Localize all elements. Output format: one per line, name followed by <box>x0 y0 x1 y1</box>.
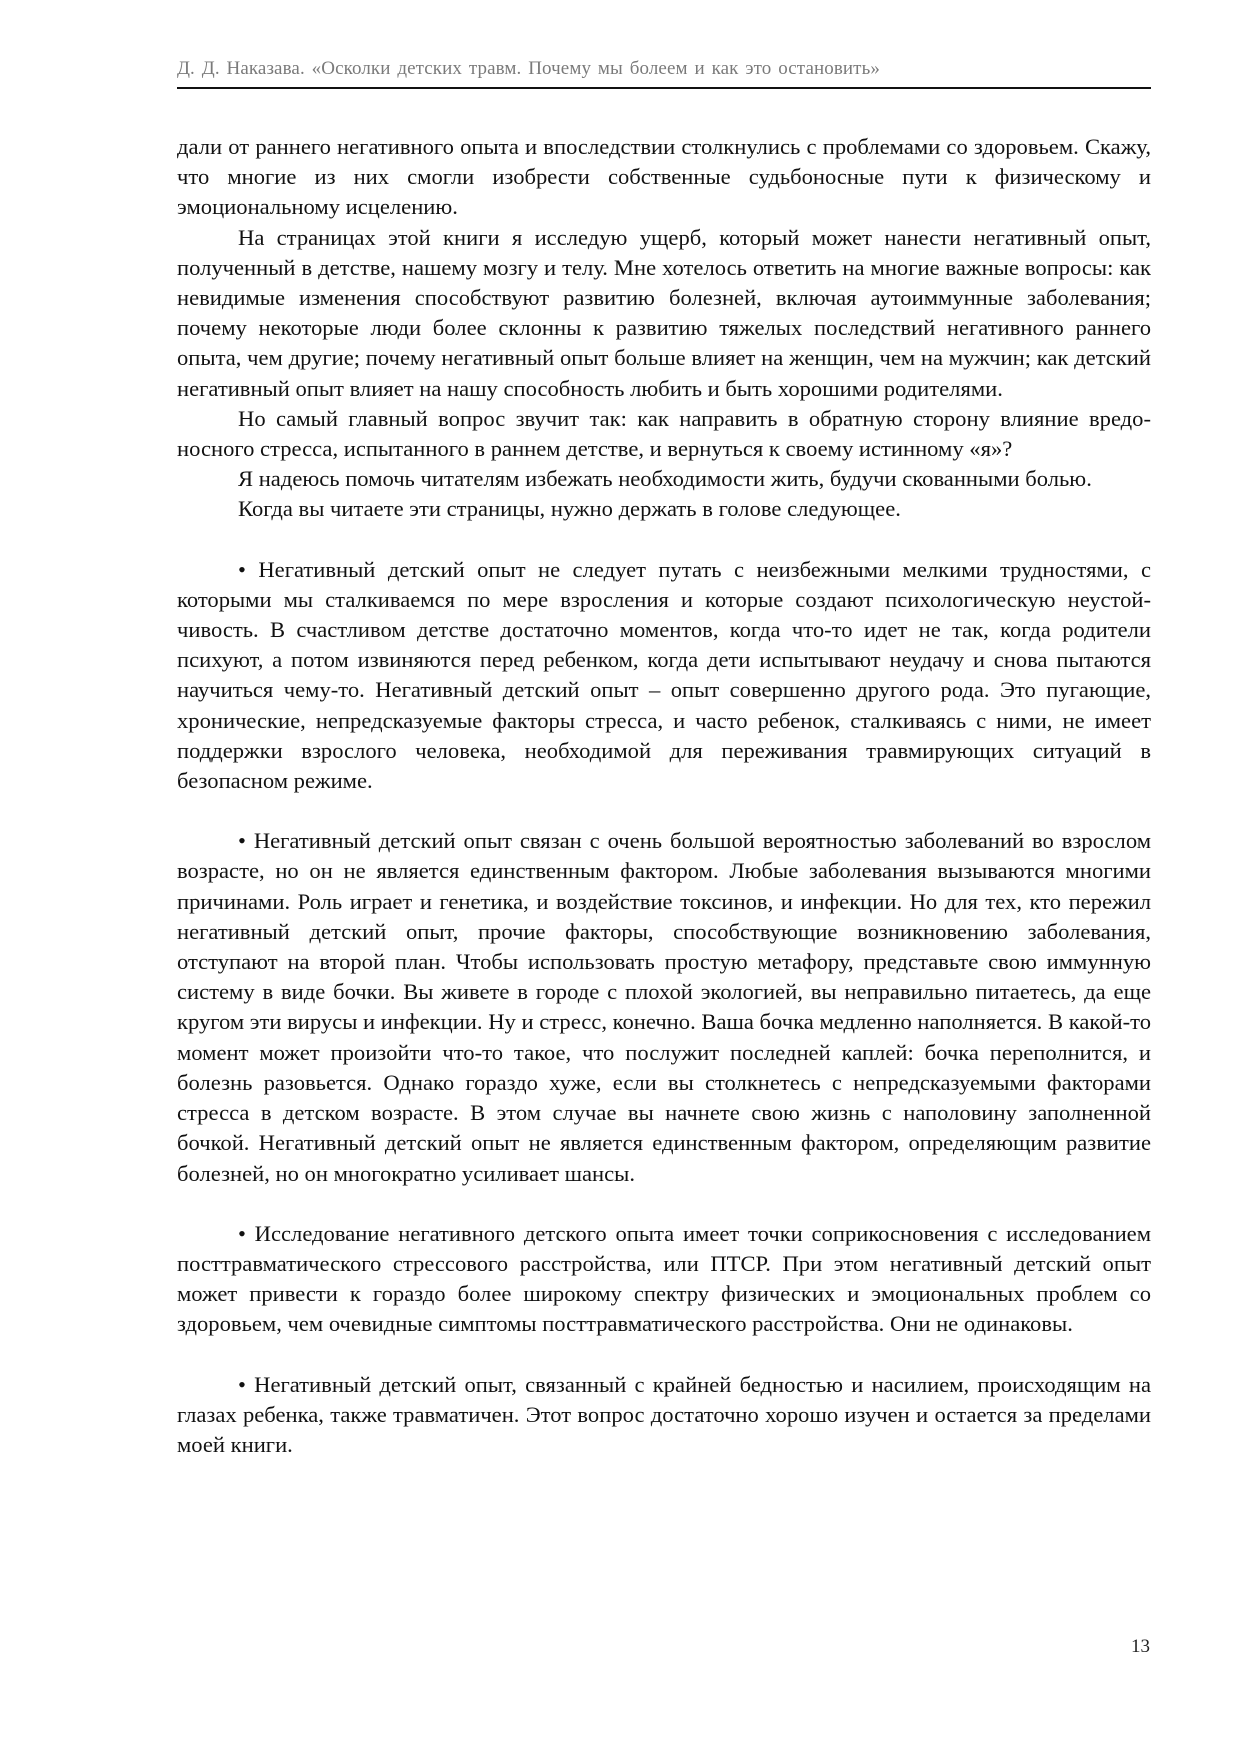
bullet-item: • Негативный детский опыт, связанный с крайней бедностью и насилием, происходящим на глазах ребенка, также травматичен. Этот вопрос достаточно хорошо изучен и остается за пределами моей книги. <box>177 1371 1151 1457</box>
paragraph: Я надеюсь помочь читателям избежать необходимости жить, будучи скованными болью. <box>238 466 1092 492</box>
paragraph-continuation: дали от раннего негативного опыта и впоследствии столкнулись с проблемами со здоровьем. Скажу, что многие из них смогли изобрести собственные судьбоносные пути к физическому и эмоциональному исцелению. <box>177 134 1151 220</box>
paragraph: Когда вы читаете эти страницы, нужно держать в голове следующее. <box>238 496 901 522</box>
page-number: 13 <box>1131 1636 1150 1657</box>
running-header: Д. Д. Наказава. «Осколки детских травм. Почему мы болеем и как это остановить» <box>177 58 880 79</box>
header-rule <box>177 87 1151 89</box>
bullet-item: • Негативный детский опыт не следует путать с неизбежными мелкими трудностями, с которыми мы сталкиваемся по мере взросления и которые создают психологическую неустойчивость. В счастливом детстве достаточно моментов, когда что-то идет не так, когда родители психуют, а потом извиняются перед ребенком, когда дети испытывают неудачу и снова пытаются научиться чему-то. Негативный детский опыт – опыт совершенно другого рода. Это пугающие, хронические, непредсказуемые факторы стресса, и часто ребенок, сталкиваясь с ними, не имеет поддержки взрослого человека, необходимой для переживания травмирующих ситуаций в безопасном режиме. <box>177 556 1151 794</box>
paragraph: На страницах этой книги я исследую ущерб, который может нанести негативный опыт, полученный в детстве, нашему мозгу и телу. Мне хотелось ответить на многие важные вопросы: как невидимые изменения способствуют развитию болезней, включая аутоиммунные заболевания; почему некоторые люди более склонны к развитию тяжелых последствий негативного раннего опыта, чем другие; почему негативный опыт больше влияет на женщин, чем на мужчин; как детский негативный опыт влияет на нашу способность любить и быть хорошими родителями. <box>177 224 1151 401</box>
bullet-item: • Исследование негативного детского опыта имеет точки соприкосновения с исследованием посттравматического стрессового расстройства, или ПТСР. При этом негативный детский опыт может привести к гораздо более широкому спектру физических и эмоциональных проблем со здоровьем, чем очевидные симптомы посттравматического расстройства. Они не одинаковы. <box>177 1220 1151 1337</box>
body-text <box>177 132 1151 1460</box>
paragraph: Но самый главный вопрос звучит так: как направить в обратную сторону влияние вредоносного стресса, испытанного в раннем детстве, и вернуться к своему истинному «я»? <box>177 405 1151 462</box>
bullet-item: • Негативный детский опыт связан с очень большой вероятностью заболеваний во взрослом возрасте, но он не является единственным фактором. Любые заболевания вызываются многими причинами. Роль играет и генетика, и воздействие токсинов, и инфекции. Но для тех, кто пережил негативный детский опыт, прочие факторы, способствующие возникновению заболевания, отступают на второй план. Чтобы использовать простую метафору, представьте свою иммунную систему в виде бочки. Вы живете в городе с плохой экологией, вы неправильно питаетесь, да еще кругом эти вирусы и инфекции. Ну и стресс, конечно. Ваша бочка медленно наполняется. В какой-то момент может произойти что-то такое, что послужит последней каплей: бочка переполнится, и болезнь разовьется. Однако гораздо хуже, если вы столкнетесь с непредсказуемыми факторами стресса в детском возрасте. В этом случае вы начнете свою жизнь с наполовину заполненной бочкой. Негативный детский опыт не является единственным фактором, определяющим развитие болезней, но он многократно усиливает шансы. <box>177 828 1151 1186</box>
